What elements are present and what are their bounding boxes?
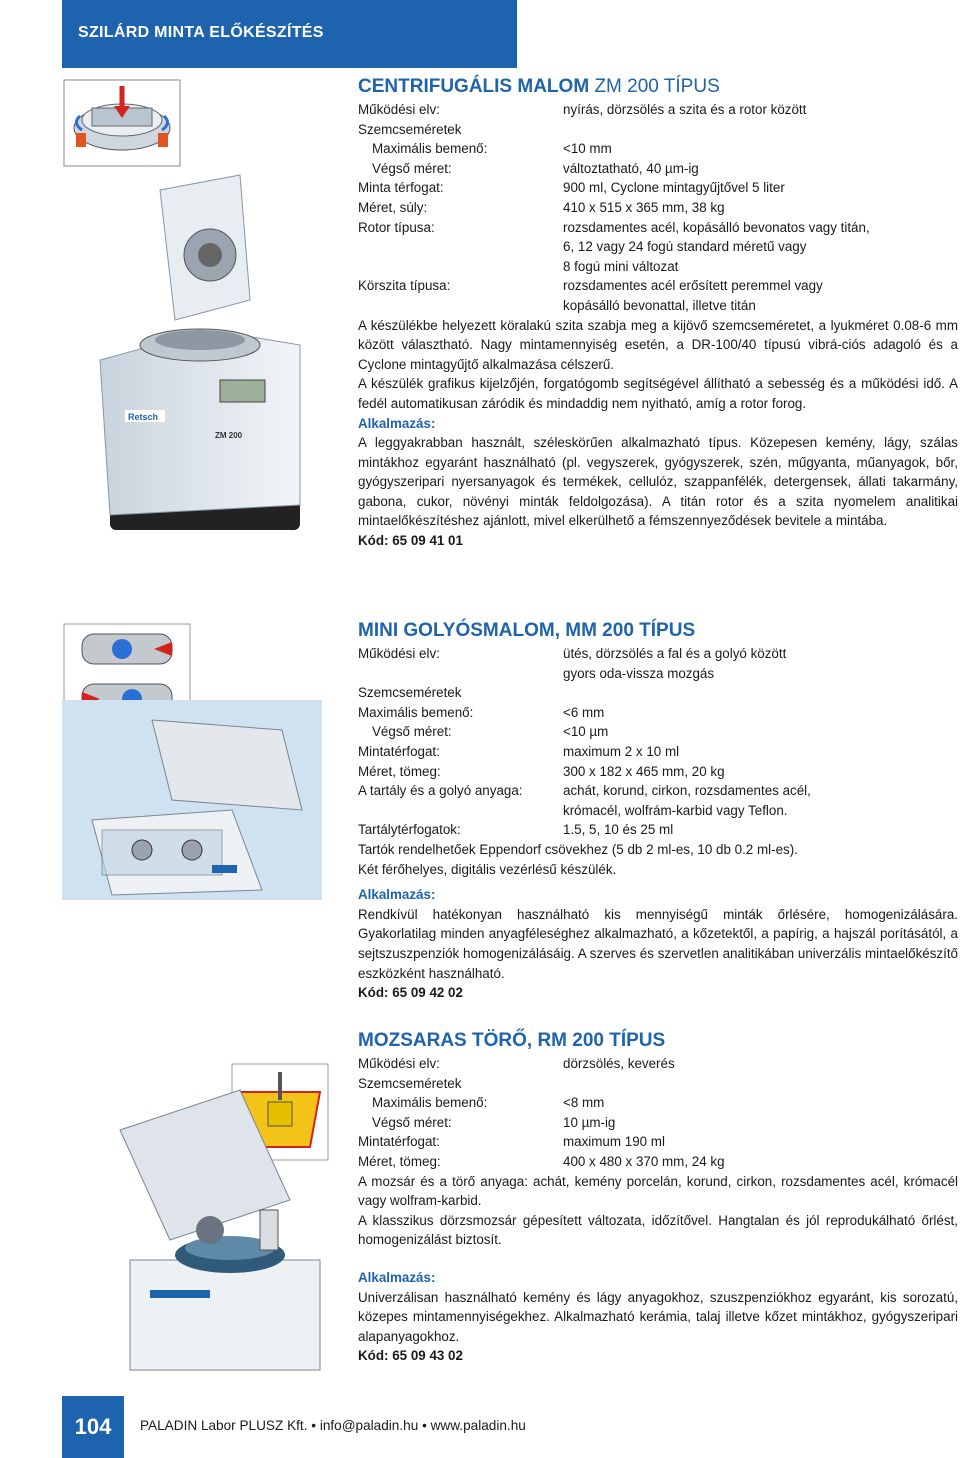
spec-value (563, 120, 958, 140)
section-zm200 (358, 76, 958, 551)
spec-key: Szemcseméretek (358, 1075, 462, 1091)
footer-email[interactable]: info@paladin.hu (319, 1418, 419, 1433)
spec-key (358, 257, 563, 277)
footer-separator: • (422, 1418, 427, 1433)
section-title: MINI GOLYÓSMALOM, MM 200 TÍPUS (358, 620, 696, 641)
header-bar (62, 0, 517, 68)
spec-key: Rotor típusa: (358, 219, 435, 235)
description-paragraph: A készülékbe helyezett köralakú szita szabja meg a kijövő szemcseméretet, a lyukméret 0.08-6 mm között választható. Nagy mintamennyiség esetén, a DR-100/40 típusú vibrá-ciós adagoló és a Cyclone mintagyűjtő alkalmazása célszerű. (358, 317, 958, 372)
spec-value: dörzsölés, keverés (563, 1056, 675, 1071)
spec-key: Működési elv: (358, 102, 440, 117)
spec-value: 400 x 480 x 370 mm, 24 kg (563, 1153, 725, 1169)
spec-key: Maximális bemenő: (358, 704, 474, 720)
title-main: CENTRIFUGÁLIS MALOM (358, 76, 590, 97)
zm200-cutaway-diagram (62, 78, 182, 168)
spec-key: Minta térfogat: (358, 180, 444, 196)
description-paragraph: A klasszikus dörzsmozsár gépesített változata, időzítővel. Hangtalan és jól reprodukálható őrlést, homogenizálást biztosít. (358, 1212, 958, 1248)
spec-key (358, 237, 563, 257)
description-paragraph: A készülék grafikus kijelzőjén, forgatógomb segítségével állítható a sebesség és a működési idő. A fedél automatikusan záródik és mindaddig nem nyitható, amíg a rotor forog. (358, 376, 958, 411)
spec-key: Működési elv: (358, 646, 440, 661)
footer-contact (140, 1418, 526, 1433)
spec-key: Maximális bemenő: (372, 141, 488, 157)
spec-value: rozsdamentes acél erősített peremmel vagy (563, 278, 823, 294)
spec-value: 10 µm-ig (563, 1114, 616, 1130)
spec-value: <6 mm (563, 704, 605, 720)
product-code: Kód: 65 09 43 02 (358, 1348, 463, 1364)
spec-value (563, 683, 958, 703)
spec-key: Maximális bemenő: (372, 1095, 488, 1111)
spec-value: 300 x 182 x 465 mm, 20 kg (563, 763, 725, 779)
application-heading: Alkalmazás: (358, 415, 436, 431)
spec-key: Mintatérfogat: (358, 743, 440, 759)
application-heading: Alkalmazás: (358, 1269, 436, 1285)
spec-value: <10 µm (563, 724, 609, 740)
rm200-machine-photo (90, 1080, 330, 1380)
title-sub: ZM 200 TÍPUS (594, 76, 720, 97)
spec-value: 8 fogú mini változat (563, 258, 679, 274)
footer-web[interactable]: www.paladin.hu (430, 1418, 526, 1433)
spec-key: Mintatérfogat: (358, 1134, 440, 1150)
application-text: Univerzálisan használható kemény és lágy anyagokhoz, szuszpenziókhoz egyaránt, kis sorozatú, közepes mintamennyiségekhez. Alkalmazható kerámia, talaj illetve kőzet mintákhoz, gyógyszeripari alapanyagokhoz. (358, 1289, 958, 1344)
product-code: Kód: 65 09 41 01 (358, 533, 463, 549)
description-paragraph: A mozsár és a törő anyaga: achát, kemény porcelán, korund, cirkon, rozsdamentes acél, krómacél vagy wolfram-karbid. (358, 1173, 958, 1209)
spec-value: 900 ml, Cyclone mintagyűjtővel 5 liter (563, 180, 785, 196)
spec-key: Körszita típusa: (358, 278, 451, 294)
spec-value: kopásálló bevonattal, illetve titán (563, 297, 756, 313)
section-rm200 (358, 1030, 958, 1366)
spec-key: Szemcseméretek (358, 685, 462, 701)
zm200-model-label: ZM 200 (215, 431, 243, 440)
spec-value: 6, 12 vagy 24 fogú standard méretű vagy (563, 239, 807, 255)
spec-key: Méret, tömeg: (358, 1153, 441, 1169)
spec-key: Tartálytérfogatok: (358, 822, 461, 838)
spec-key (358, 801, 563, 821)
section-title (358, 76, 958, 98)
description-paragraph: Tartók rendelhetőek Eppendorf csövekhez (5 db 2 ml-es, 10 db 0.2 ml-es). (358, 841, 798, 857)
spec-value: krómacél, wolfrám-karbid vagy Teflon. (563, 802, 788, 818)
spec-value: <10 mm (563, 141, 612, 157)
spec-value (563, 1074, 958, 1094)
application-text: A leggyakrabban használt, széleskörűen alkalmazható típus. Közepesen kemény, lágy, szálas mintákhoz egyaránt használható (pl. vegyszerek, gyógyszerek, szén, műgyanta, műanyagok, bőr, gyógyszeripari nyersanyagok és termékek, cellulóz, szappanfélék, detergensek, állati takarmány, gabona, cukor, növényi minták feldolgozása). A titán rotor és a szita nyomelem analitikai mintaelőkészítéshez ajánlott, mivel elkerülhető a fémszennyeződések bevitele a mintába. (358, 435, 958, 529)
spec-value: maximum 190 ml (563, 1134, 665, 1150)
header-title: SZILÁRD MINTA ELŐKÉSZÍTÉS (78, 24, 324, 41)
spec-key: Méret, súly: (358, 199, 428, 215)
spec-key: Végső méret: (372, 1114, 452, 1130)
spec-key (358, 664, 563, 684)
spec-key (358, 296, 563, 316)
application-text: Rendkívül hatékonyan használható kis mennyiségű minták őrlésére, homogenizálására. Gyakorlatilag minden anyagféleséghez alkalmazható, a kőzetektől, a papírig, a hajszál porításától, a sejtszuszpenziók homogenizálásáig. A szerves és szervetlen analitikában univerzális mintaelőkészítő eszközként használható. (358, 906, 958, 981)
spec-value: gyors oda-vissza mozgás (563, 665, 715, 681)
spec-value: achát, korund, cirkon, rozsdamentes acél, (563, 783, 811, 799)
spec-key: Méret, tömeg: (358, 763, 441, 779)
zm200-brand-label: Retsch (128, 412, 159, 422)
footer-separator: • (311, 1418, 317, 1433)
spec-key: Szemcseméretek (358, 121, 462, 137)
spec-value: 410 x 515 x 365 mm, 38 kg (563, 199, 725, 215)
zm200-machine-photo (90, 170, 320, 540)
spec-value: rozsdamentes acél, kopásálló bevonatos vagy titán, (563, 219, 870, 235)
product-code: Kód: 65 09 42 02 (358, 985, 463, 1001)
spec-value: ütés, dörzsölés a fal és a golyó között (563, 646, 787, 661)
spec-key: A tartály és a golyó anyaga: (358, 783, 523, 799)
description-paragraph: Két férőhelyes, digitális vezérlésű készülék. (358, 861, 617, 877)
spec-value: változtatható, 40 µm-ig (563, 160, 699, 176)
spec-value: 1.5, 5, 10 és 25 ml (563, 822, 674, 838)
spec-value: <8 mm (563, 1095, 605, 1111)
spec-key: Végső méret: (372, 724, 452, 740)
page-number: 104 (62, 1396, 124, 1458)
section-mm200 (358, 620, 958, 1003)
footer-company: PALADIN Labor PLUSZ Kft. (140, 1418, 308, 1433)
section-title: MOZSARAS TÖRŐ, RM 200 TÍPUS (358, 1030, 666, 1051)
spec-key: Végső méret: (372, 160, 452, 176)
application-heading: Alkalmazás: (358, 887, 436, 903)
spec-key: Működési elv: (358, 1056, 440, 1071)
spec-value: nyírás, dörzsölés a szita és a rotor között (563, 102, 807, 117)
mm200-machine-photo (62, 700, 322, 900)
spec-value: maximum 2 x 10 ml (563, 743, 680, 759)
